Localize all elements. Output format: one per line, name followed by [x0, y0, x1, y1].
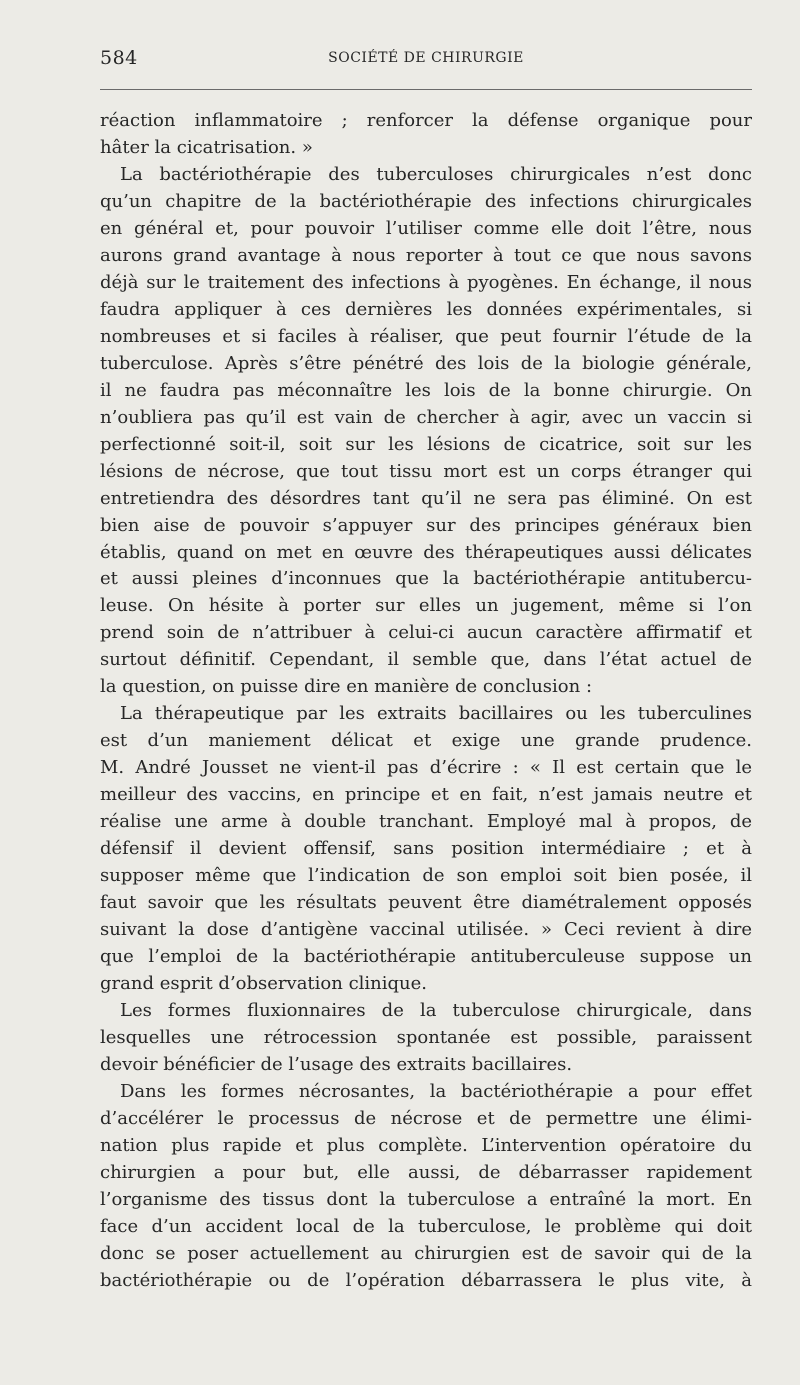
text-line: leuse. On hésite à porter sur elles un jugement, même si l’on [100, 595, 752, 617]
text-line: réalise une arme à double tranchant. Employé mal à propos, de [100, 811, 752, 833]
text-line: suivant la dose d’antigène vaccinal utilisée. » Ceci revient à dire [100, 919, 752, 941]
text-line: bien aise de pouvoir s’appuyer sur des principes généraux bien [100, 514, 752, 536]
text-line: établis, quand on met en œuvre des thérapeutiques aussi délicates [100, 541, 752, 563]
text-line: surtout définitif. Cependant, il semble que, dans l’état actuel de [100, 649, 752, 671]
text-line: M. André Jousset ne vient-il pas d’écrire : « Il est certain que le [100, 757, 752, 779]
text-line: La bactériothérapie des tuberculoses chirurgicales n’est donc [120, 163, 752, 185]
text-line: donc se poser actuellement au chirurgien est de savoir qui de la [100, 1242, 752, 1264]
text-line: chirurgien a pour but, elle aussi, de débarrasser rapidement [100, 1161, 752, 1183]
header-rule [100, 89, 752, 90]
text-line: que l’emploi de la bactériothérapie antituberculeuse suppose un [100, 946, 752, 968]
text-line: face d’un accident local de la tuberculose, le problème qui doit [100, 1215, 752, 1237]
text-line: en général et, pour pouvoir l’utiliser comme elle doit l’être, nous [100, 217, 752, 239]
text-line: devoir bénéficier de l’usage des extraits bacillaires. [100, 1053, 573, 1075]
text-line: il ne faudra pas méconnaître les lois de la bonne chirurgie. On [100, 379, 752, 401]
text-line: supposer même que l’indication de son emploi soit bien posée, il [100, 865, 752, 887]
text-line: prend soin de n’attribuer à celui-ci aucun caractère affirmatif et [100, 622, 752, 644]
text-line: grand esprit d’observation clinique. [100, 973, 427, 994]
text-line: est d’un maniement délicat et exige une grande prudence. [100, 730, 752, 752]
text-line: La thérapeutique par les extraits bacillaires ou les tuberculines [120, 703, 752, 725]
text-line: déjà sur le traitement des infections à pyogènes. En échange, il nous [100, 271, 752, 293]
text-line: aurons grand avantage à nous reporter à tout ce que nous savons [100, 244, 752, 266]
text-line: et aussi pleines d’inconnues que la bactériothérapie antitubercu- [100, 568, 752, 590]
page-number: 584 [100, 47, 138, 69]
text-line: tuberculose. Après s’être pénétré des lois de la biologie générale, [100, 352, 752, 374]
text-line: la question, on puisse dire en manière de conclusion : [100, 676, 593, 698]
text-line: hâter la cicatrisation. » [100, 136, 313, 158]
text-line: l’organisme des tissus dont la tuberculose a entraîné la mort. En [100, 1188, 752, 1210]
text-line: nation plus rapide et plus complète. L’intervention opératoire du [100, 1134, 752, 1156]
text-line: défensif il devient offensif, sans position intermédiaire ; et à [100, 838, 752, 860]
text-line: entretiendra des désordres tant qu’il ne sera pas éliminé. On est [100, 487, 752, 509]
text-line: Les formes fluxionnaires de la tuberculose chirurgicale, dans [120, 999, 752, 1021]
page-header [100, 47, 752, 73]
text-line: bactériothérapie ou de l’opération débarrassera le plus vite, à [100, 1269, 752, 1291]
text-line: lesquelles une rétrocession spontanée est possible, paraissent [100, 1026, 752, 1048]
text-line: nombreuses et si faciles à réaliser, que peut fournir l’étude de la [100, 325, 752, 347]
text-line: réaction inflammatoire ; renforcer la défense organique pour [100, 110, 752, 131]
text-line: faudra appliquer à ces dernières les données expérimentales, si [100, 298, 752, 320]
text-line: qu’un chapitre de la bactériothérapie des infections chirurgicales [100, 190, 752, 212]
body-text [100, 108, 752, 1295]
text-line: perfectionné soit-il, soit sur les lésions de cicatrice, soit sur les [100, 433, 752, 455]
text-line: n’oubliera pas qu’il est vain de chercher à agir, avec un vaccin si [100, 406, 752, 428]
running-head: SOCIÉTÉ DE CHIRURGIE [328, 50, 524, 66]
text-line: meilleur des vaccins, en principe et en fait, n’est jamais neutre et [100, 784, 752, 806]
text-line: d’accélérer le processus de nécrose et de permettre une élimi- [100, 1107, 752, 1129]
text-line: lésions de nécrose, que tout tissu mort est un corps étranger qui [100, 460, 752, 482]
text-line: faut savoir que les résultats peuvent être diamétralement opposés [100, 892, 752, 914]
text-line: Dans les formes nécrosantes, la bactériothérapie a pour effet [120, 1080, 752, 1102]
